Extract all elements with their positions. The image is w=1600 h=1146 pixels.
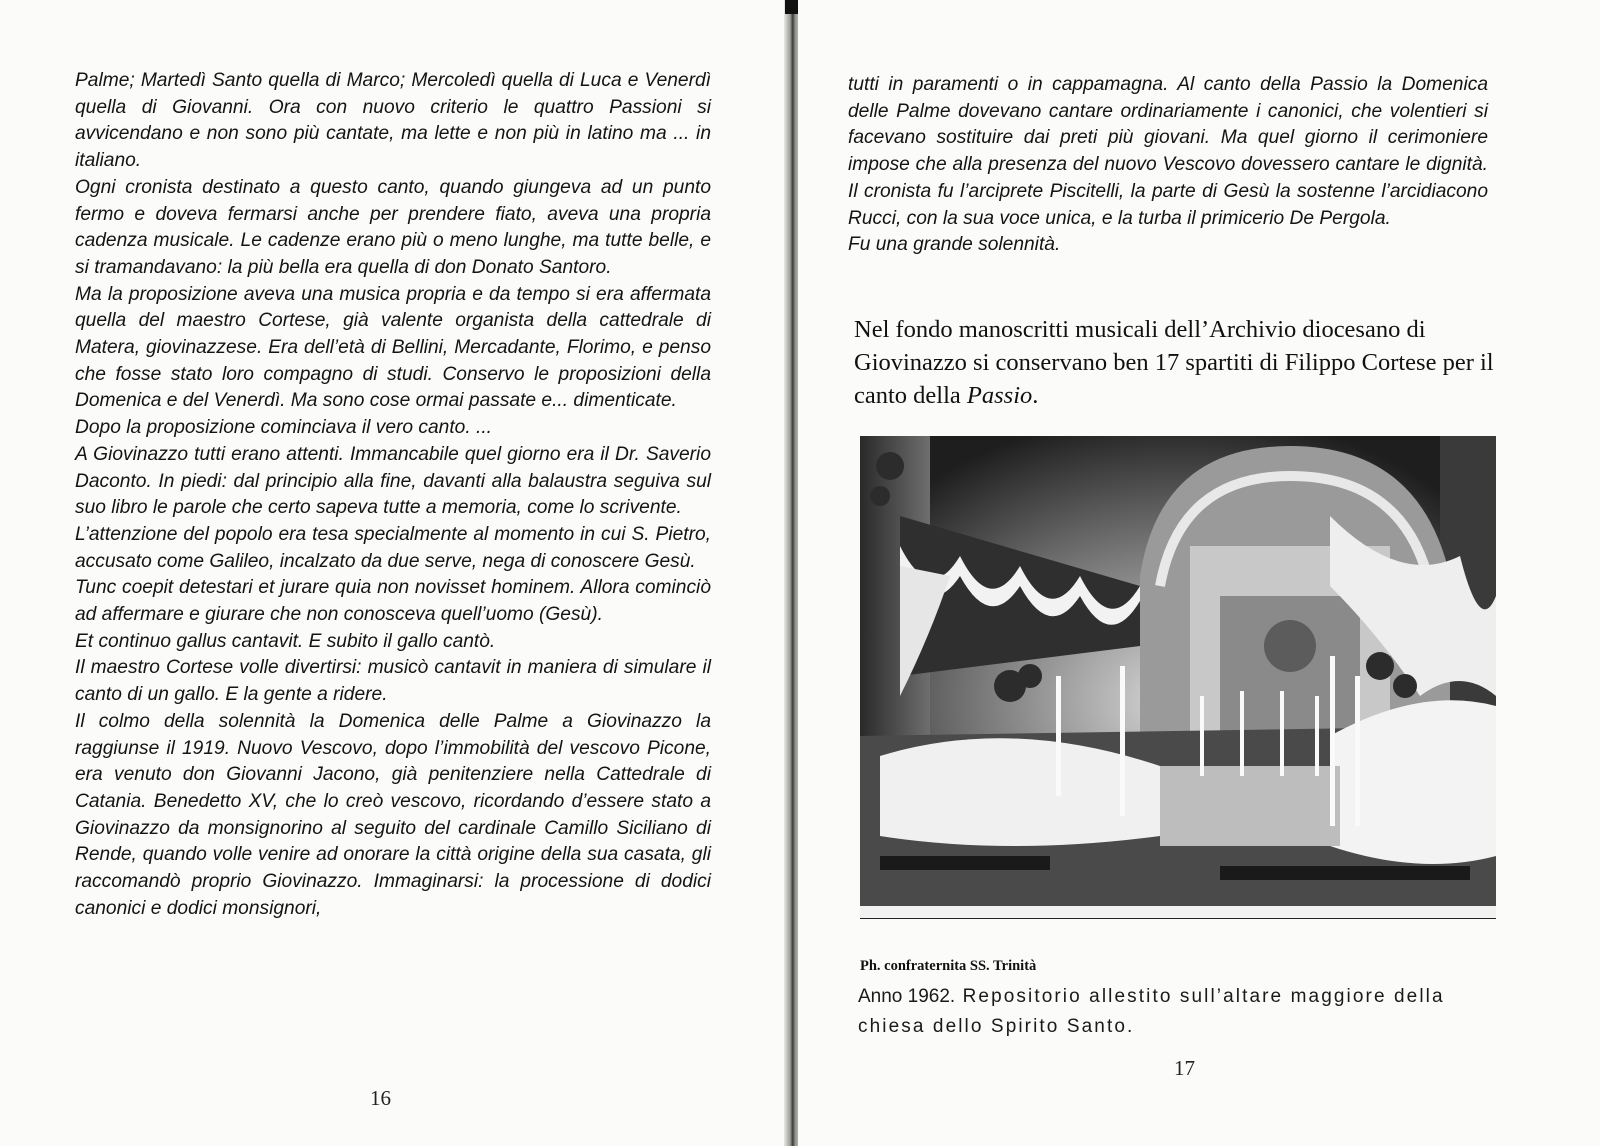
altar-photo-image [860, 436, 1496, 918]
page-number: 16 [370, 1086, 391, 1110]
left-page-text [75, 68, 711, 923]
right-page [798, 0, 1600, 1146]
paragraph: Ogni cronista destinato a questo canto, quando giungeva ad un punto fermo e doveva fermarsi anche per prendere fiato, aveva una propria cadenza musicale. Le cadenze erano più o meno lunghe, ma tutte belle, e si tramandavano: la più bella era quella di don Donato Santoro. [75, 176, 711, 278]
paragraph: Fu una grande solennità. [848, 234, 1061, 256]
caption-year: Anno 1962. [858, 986, 956, 1007]
paragraph: Et continuo gallus cantavit. E subito il gallo cantò. [75, 630, 496, 652]
caption-description: Repositorio allestito sull’altare maggiore della chiesa dello Spirito Santo. [858, 986, 1445, 1037]
archive-note-end: . [1032, 382, 1039, 409]
paragraph: Il maestro Cortese volle divertirsi: musicò cantavit in maniera di simulare il canto di un gallo. E la gente a ridere. [75, 657, 711, 706]
archive-note [854, 313, 1494, 412]
paragraph: L’attenzione del popolo era tesa specialmente al momento in cui S. Pietro, accusato come Galileo, incalzato da due serve, nega di conoscere Gesù. [75, 523, 711, 572]
right-page-text [848, 72, 1488, 259]
paragraph: A Giovinazzo tutti erano attenti. Immancabile quel giorno era il Dr. Saverio Daconto. In piedi: dal principio alla fine, davanti alla balaustra seguiva sul suo libro le parole che certo sapeva tutte a memoria, come lo scrivente. [75, 443, 711, 519]
photo-credit: Ph. confraternita SS. Trinità [860, 958, 1037, 974]
paragraph: Palme; Martedì Santo quella di Marco; Mercoledì quella di Luca e Venerdì quella di Giovanni. Ora con nuovo criterio le quattro Passioni si avvicendano e non sono più cantate, ma lette e non più in latino ma ... in italiano. [75, 70, 711, 172]
archive-note-text: Nel fondo manoscritti musicali dell’Archivio diocesano di Giovinazzo si conservano ben 17 spartiti di Filippo Cortese per il canto della [854, 316, 1494, 409]
altar-photo [860, 436, 1496, 919]
paragraph: Tunc coepit detestari et jurare quia non novisset hominem. Allora cominciò ad affermare e giurare che non conosceva quell’uomo (Gesù). [75, 577, 711, 626]
left-page [0, 0, 790, 1146]
gutter-mark [785, 0, 799, 14]
paragraph: tutti in paramenti o in cappamagna. Al canto della Passio la Domenica delle Palme dovevano cantare ordinariamente i canonici, che volentieri si facevano sostituire dai preti più giovani. Ma quel giorno il cerimoniere impose che alla presenza del nuovo Vescovo dovessero cantare le dignità. Il cronista fu l’arciprete Piscitelli, la parte di Gesù la sostenne l’arcidiacono Rucci, con la sua voce unica, e la turba il primicerio De Pergola. [848, 74, 1488, 229]
archive-note-italic: Passio [966, 382, 1033, 409]
paragraph: Il colmo della solennità la Domenica delle Palme a Giovinazzo la raggiunse il 1919. Nuovo Vescovo, dopo l’immobilità del vescovo Picone, era venuto don Giovanni Jacono, già penitenziere nella Cattedrale di Catania. Benedetto XV, che lo creò vescovo, ricordando d’essere stato a Giovinazzo da monsignorino al seguito del cardinale Camillo Siciliano di Rende, quando volle venire ad onorare la città origine della sua casata, gli raccomandò proprio Giovinazzo. Immaginarsi: la processione di dodici canonici e dodici monsignori, [75, 710, 711, 919]
paragraph: Ma la proposizione aveva una musica propria e da tempo si era affermata quella del maestro Cortese, già valente organista della cattedrale di Matera, giovinazzese. Era dell’età di Bellini, Mercadante, Florimo, e penso che fosse stato loro compagno di studi. Conservo le proposizioni della Domenica e del Venerdì. Ma sono cose ormai passate e... dimenticate. [75, 283, 711, 412]
page-number: 17 [1174, 1056, 1195, 1080]
photo-caption [858, 982, 1498, 1042]
paragraph: Dopo la proposizione cominciava il vero canto. ... [75, 417, 493, 439]
